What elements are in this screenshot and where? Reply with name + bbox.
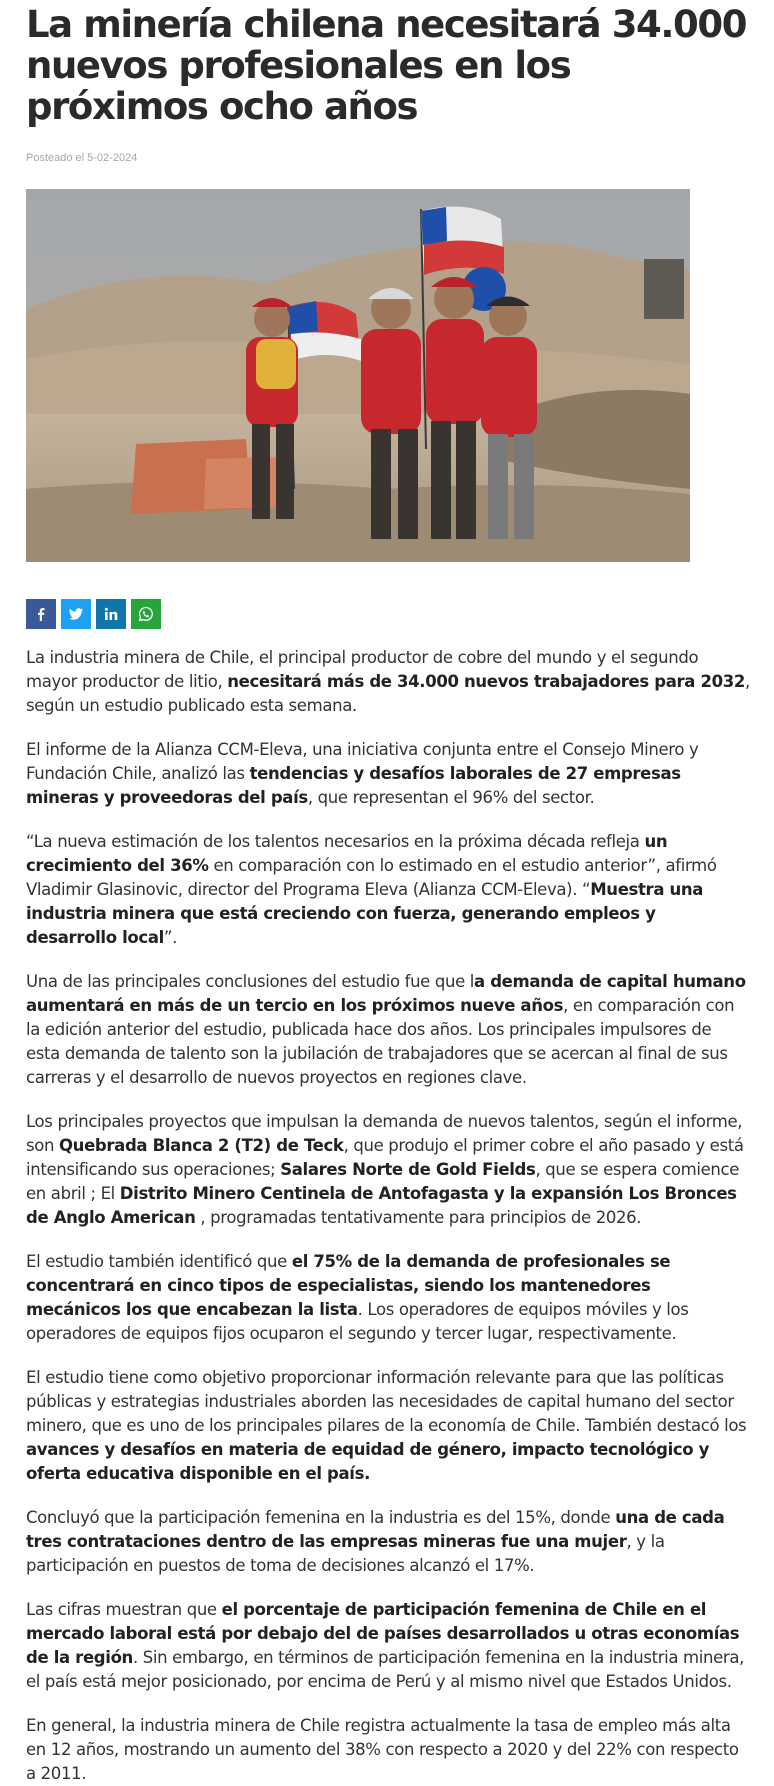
text-segment: El estudio tiene como objetivo proporcionar información relevante para que las políticas públicas y estrategias industriales aborden las necesidades de capital humano del sector minero, que es uno de los principales pilares de la economía de Chile. También destacó los — [26, 1368, 747, 1435]
bold-text: necesitará más de 34.000 nuevos trabajadores para 2032 — [227, 672, 745, 691]
text-segment: , y la participación en puestos de toma de decisiones alcanzó el 17%. — [26, 1532, 665, 1575]
text-segment: , que representan el 96% del sector. — [307, 788, 595, 807]
whatsapp-icon — [138, 606, 154, 622]
text-segment: . Sin embargo, en términos de participación femenina en la industria minera, el país está mejor posicionado, por encima de Perú y al mismo nivel que Estados Unidos. — [26, 1648, 744, 1691]
twitter-icon — [68, 606, 84, 622]
share-facebook-button[interactable] — [26, 599, 56, 629]
text-segment: Las cifras muestran que — [26, 1600, 222, 1619]
bold-text: Muestra una industria minera que está creciendo con fuerza, generando empleos y desarrollo local — [26, 880, 704, 947]
text-segment: , que produjo el primer cobre el año pasado y está intensificando sus operaciones; — [26, 1136, 744, 1179]
paragraph — [26, 830, 750, 950]
bold-text: Salares Norte de Gold Fields — [280, 1160, 536, 1179]
share-bar — [26, 599, 750, 629]
text-segment: , que se espera comience en abril ; El — [26, 1160, 740, 1203]
article-image — [26, 189, 690, 562]
paragraph — [26, 1250, 750, 1346]
facebook-icon — [33, 606, 49, 622]
text-segment: El estudio también identificó que — [26, 1252, 292, 1271]
paragraph — [26, 1598, 750, 1694]
paragraph — [26, 646, 750, 718]
paragraph — [26, 738, 750, 810]
text-segment: “La nueva estimación de los talentos necesarios en la próxima década refleja — [26, 832, 645, 851]
paragraph — [26, 1110, 750, 1230]
share-twitter-button[interactable] — [61, 599, 91, 629]
paragraph — [26, 970, 750, 1090]
text-segment: Los principales proyectos que impulsan la demanda de nuevos talentos, según el informe, son — [26, 1112, 743, 1155]
paragraph — [26, 1366, 750, 1486]
text-segment: , programadas tentativamente para principios de 2026. — [195, 1208, 642, 1227]
bold-text: Quebrada Blanca 2 (T2) de Teck — [59, 1136, 344, 1155]
bold-text: el 75% de la demanda de profesionales se concentrará en cinco tipos de especialistas, siendo los mantenedores mecánicos los que encabezan la lista — [26, 1252, 671, 1319]
text-segment: , en comparación con la edición anterior del estudio, publicada hace dos años. Los principales impulsores de esta demanda de talento son la jubilación de trabajadores que se acercan al final de sus carreras y el desarrollo de nuevos proyectos en regiones clave. — [26, 996, 735, 1087]
linkedin-icon — [103, 606, 119, 622]
bold-text: una de cada tres contrataciones dentro de las empresas mineras fue una mujer — [26, 1508, 725, 1551]
bold-text: el porcentaje de participación femenina de Chile en el mercado laboral está por debajo del de países desarrollados u otras economías de la región — [26, 1600, 740, 1667]
text-segment: Una de las principales conclusiones del estudio fue que l — [26, 972, 475, 991]
article-title: La minería chilena necesitará 34.000 nuevos profesionales en los próximos ocho años — [26, 3, 747, 128]
text-segment: En general, la industria minera de Chile registra actualmente la tasa de empleo más alta en 12 años, mostrando un aumento del 38% con respecto a 2020 y del 22% con respecto a 2011. — [26, 1716, 739, 1783]
bold-text: tendencias y desafíos laborales de 27 empresas mineras y proveedoras del país — [26, 764, 681, 807]
text-segment: , según un estudio publicado esta semana. — [26, 672, 750, 715]
text-segment: . Los operadores de equipos móviles y los operadores de equipos fijos ocuparon el segundo y tercer lugar, respectivamente. — [26, 1300, 689, 1343]
bold-text: un crecimiento del 36% — [26, 832, 668, 875]
article — [26, 0, 750, 1786]
bold-text: avances y desafíos en materia de equidad de género, impacto tecnológico y oferta educativa disponible en el país. — [26, 1440, 710, 1483]
share-linkedin-button[interactable] — [96, 599, 126, 629]
article-body — [26, 646, 750, 1786]
paragraph — [26, 1714, 750, 1786]
text-segment: La industria minera de Chile, el principal productor de cobre del mundo y el segundo mayor productor de litio, — [26, 648, 699, 691]
share-whatsapp-button[interactable] — [131, 599, 161, 629]
post-date: Posteado el 5-02-2024 — [26, 152, 138, 164]
bold-text: Distrito Minero Centinela de Antofagasta y la expansión Los Bronces de Anglo American — [26, 1184, 737, 1227]
text-segment: Concluyó que la participación femenina en la industria es del 15%, donde — [26, 1508, 616, 1527]
text-segment: ”. — [163, 928, 178, 947]
text-segment: El informe de la Alianza CCM-Eleva, una iniciativa conjunta entre el Consejo Minero y Fundación Chile, analizó las — [26, 740, 699, 783]
paragraph — [26, 1506, 750, 1578]
bold-text: a demanda de capital humano aumentará en más de un tercio en los próximos nueve años — [26, 972, 746, 1015]
text-segment: en comparación con lo estimado en el estudio anterior”, afirmó Vladimir Glasinovic, director del Programa Eleva (Alianza CCM-Eleva). “ — [26, 856, 717, 899]
